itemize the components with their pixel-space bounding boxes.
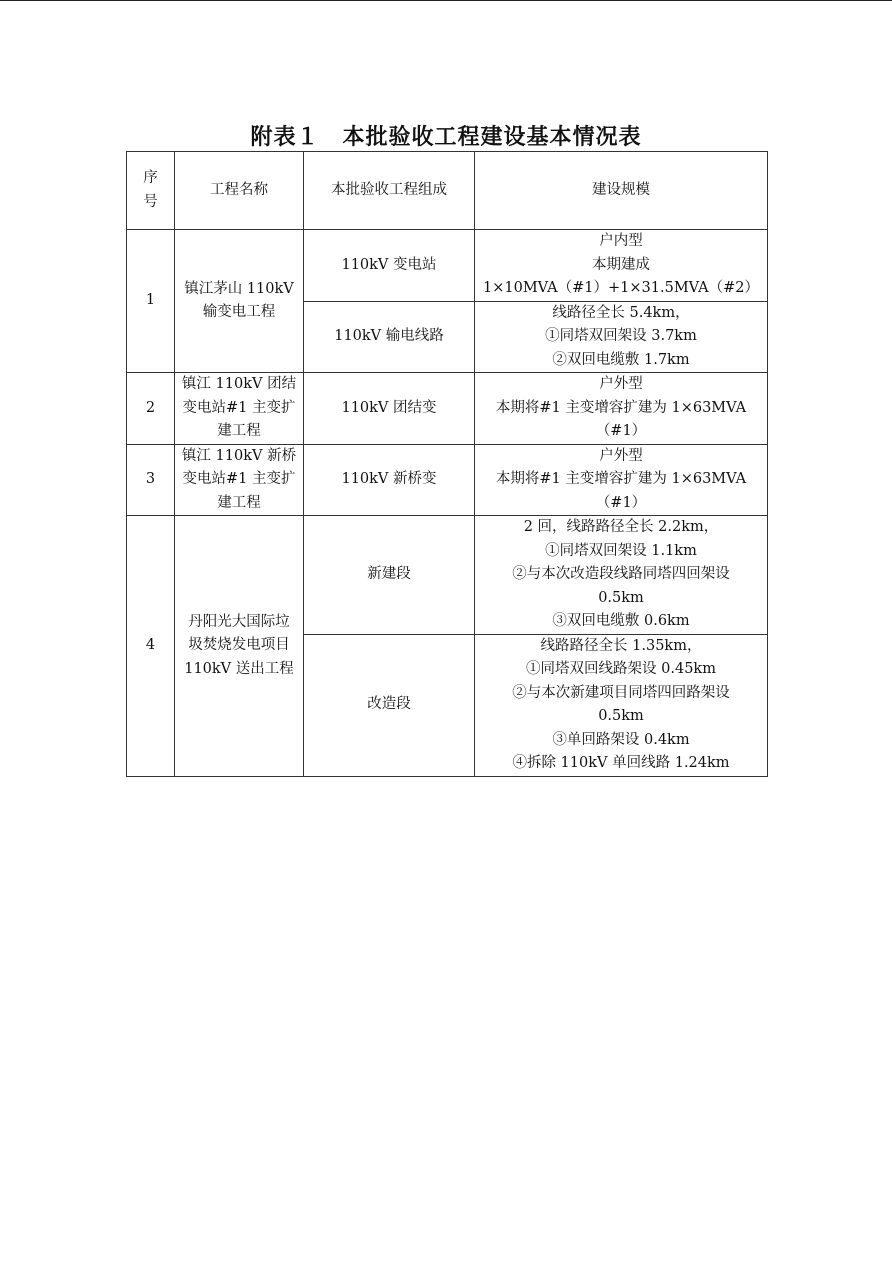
row-2-project-name: 镇江 110kV 团结 变电站#1 主变扩 建工程 [175, 373, 304, 445]
row-1-part-2-composition: 110kV 输电线路 [304, 301, 475, 373]
row-3-project-name: 镇江 110kV 新桥 变电站#1 主变扩 建工程 [175, 444, 304, 516]
row-1-project-name: 镇江茅山 110kV 输变电工程 [175, 230, 304, 373]
row-1-part-1-scale: 户内型 本期建成 1×10MVA（#1）+1×31.5MVA（#2） [475, 230, 768, 302]
row-4-project-name: 丹阳光大国际垃 圾焚烧发电项目 110kV 送出工程 [175, 516, 304, 777]
row-4-part-2-composition: 改造段 [304, 634, 475, 776]
row-1-part-2-scale: 线路径全长 5.4km， ①同塔双回架设 3.7km ②双回电缆敷 1.7km [475, 301, 768, 373]
row-2-composition: 110kV 团结变 [304, 373, 475, 445]
project-info-table [126, 151, 768, 777]
row-2-scale: 户外型 本期将#1 主变增容扩建为 1×63MVA （#1） [475, 373, 768, 445]
header-scale: 建设规模 [475, 152, 768, 230]
row-4-seq: 4 [127, 516, 175, 777]
row-4-part-2-scale: 线路路径全长 1.35km， ①同塔双回线路架设 0.45km ②与本次新建项目同塔四回路架设 0.5km ③单回路架设 0.4km ④拆除 110kV 单回线路 1.24km [475, 634, 768, 776]
row-3-composition: 110kV 新桥变 [304, 444, 475, 516]
table-header-row [127, 152, 768, 230]
row-1-seq: 1 [127, 230, 175, 373]
table-row [127, 230, 768, 302]
header-composition: 本批验收工程组成 [304, 152, 475, 230]
row-4-part-1-scale: 2 回，线路路径全长 2.2km， ①同塔双回架设 1.1km ②与本次改造段线路同塔四回架设 0.5km ③双回电缆敷 0.6km [475, 516, 768, 635]
table-row [127, 373, 768, 445]
header-project-name: 工程名称 [175, 152, 304, 230]
table-row [127, 444, 768, 516]
row-3-seq: 3 [127, 444, 175, 516]
row-4-part-1-composition: 新建段 [304, 516, 475, 635]
top-border-line [0, 0, 892, 1]
row-1-part-1-composition: 110kV 变电站 [304, 230, 475, 302]
page-title: 附表１ 本批验收工程建设基本情况表 [250, 124, 642, 150]
row-2-seq: 2 [127, 373, 175, 445]
row-3-scale: 户外型 本期将#1 主变增容扩建为 1×63MVA （#1） [475, 444, 768, 516]
header-seq: 序 号 [127, 152, 175, 230]
table-row [127, 516, 768, 635]
